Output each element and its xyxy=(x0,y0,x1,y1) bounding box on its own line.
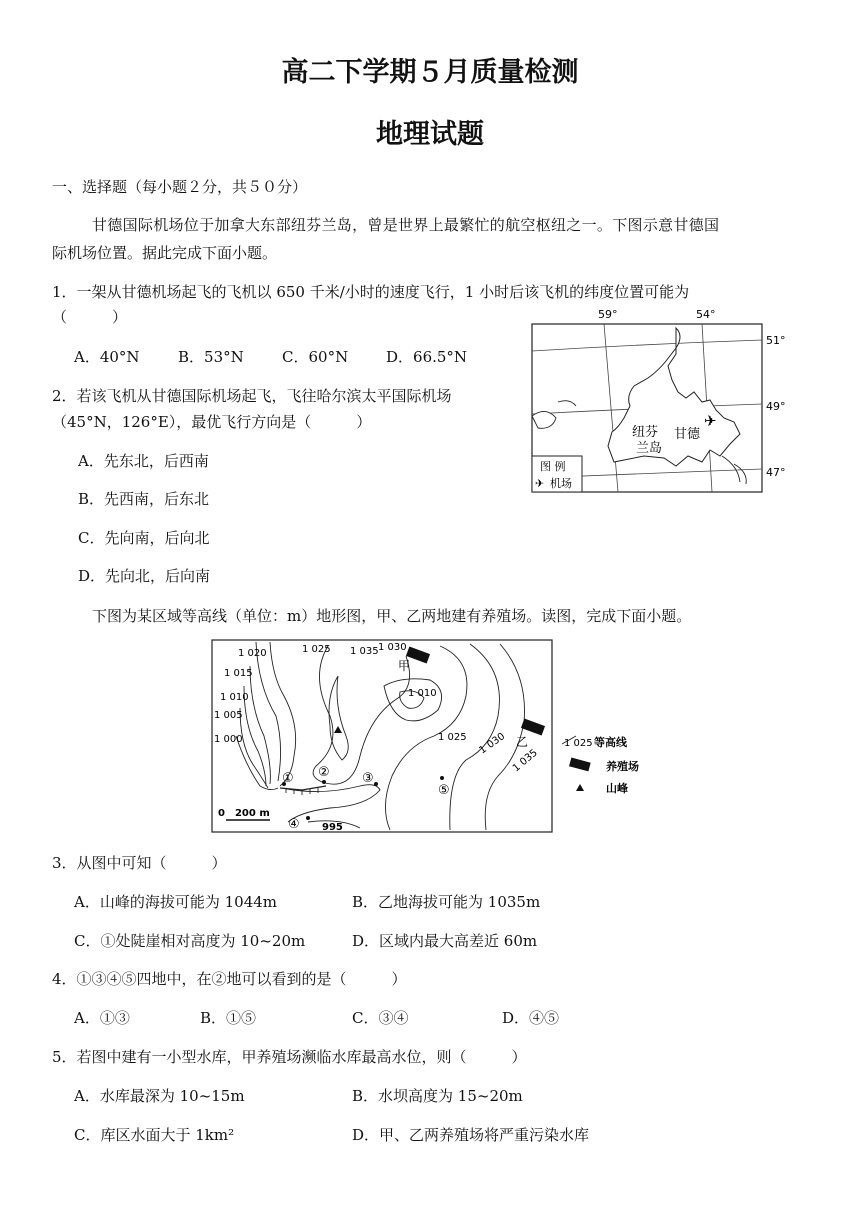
q3-option-a: A．山峰的海拔可能为 1044m xyxy=(74,893,277,911)
place-jia: 甲 xyxy=(398,659,411,673)
legend-farm-icon xyxy=(569,758,591,772)
q5-option-b: B．水坝高度为 15~20m xyxy=(352,1087,523,1105)
legend-contour: 等高线 xyxy=(594,736,627,749)
q5-option-a: A．水库最深为 10~15m xyxy=(74,1087,245,1105)
lat-label-49: 49° xyxy=(766,400,786,413)
contour-label: 1 010 xyxy=(408,688,437,699)
legend-airport-icon: ✈ xyxy=(535,477,545,490)
q2-option-c: C．先向南，后向北 xyxy=(78,529,210,547)
passage-1-line-1: 甘德国际机场位于加拿大东部纽芬兰岛，曾是世界上最繁忙的航空枢纽之一。下图示意甘德国 xyxy=(92,216,720,234)
contour-map xyxy=(210,636,660,836)
q4-option-c: C．③④ xyxy=(352,1009,409,1027)
airport-icon: ✈ xyxy=(704,412,717,430)
legend-contour-value: 1 025 xyxy=(564,738,593,749)
q1-stem-bracket: （ ） xyxy=(52,308,128,326)
contour-label: 1 010 xyxy=(220,692,249,703)
place-yi: 乙 xyxy=(516,735,529,749)
q5-option-c: C．库区水面大于 1km² xyxy=(74,1126,235,1144)
page-subtitle: 地理试题 xyxy=(376,119,484,150)
legend-peak-icon xyxy=(576,784,584,791)
q2-option-b: B．先西南，后东北 xyxy=(78,490,210,508)
contour-label: 1 035 xyxy=(510,747,540,775)
q1-option-a: A．40°N xyxy=(74,348,140,366)
marker-5: ⑤ xyxy=(438,783,450,798)
q4-option-b: B．①⑤ xyxy=(200,1009,257,1027)
q1-option-b: B．53°N xyxy=(178,348,244,366)
q1-stem: 1．一架从甘德机场起飞的飞机以 650 千米/小时的速度飞行，1 小时后该飞机的纬度位置可能为 xyxy=(52,283,690,301)
q4-option-d: D．④⑤ xyxy=(502,1009,560,1027)
legend-airport-label: 机场 xyxy=(550,477,572,490)
contour-label: 1 025 xyxy=(302,644,331,655)
lon-label-59: 59° xyxy=(598,308,618,321)
marker-3: ③ xyxy=(362,771,374,786)
contour-label: 1 030 xyxy=(477,731,508,757)
q3-stem: 3．从图中可知（ ） xyxy=(52,854,227,872)
contour-label: 1 030 xyxy=(378,642,407,653)
section-header: 一、选择题（每小题２分，共５０分） xyxy=(52,178,308,196)
marker-2: ② xyxy=(318,765,330,780)
contour-label: 1 000 xyxy=(214,734,243,745)
gander-label: 甘德 xyxy=(674,427,701,442)
legend-title: 图 例 xyxy=(540,460,566,473)
contour-label: 1 020 xyxy=(238,648,267,659)
contour-label: 995 xyxy=(322,822,343,833)
q4-option-a: A．①③ xyxy=(74,1009,130,1027)
q3-option-c: C．①处陡崖相对高度为 10~20m xyxy=(74,932,306,950)
q1-option-d: D．66.5°N xyxy=(386,348,468,366)
newfoundland-map xyxy=(526,306,796,498)
page-title: 高二下学期５月质量检测 xyxy=(281,57,579,88)
marker-1: ① xyxy=(282,771,294,786)
legend-farm: 养殖场 xyxy=(606,760,639,773)
contour-label: 1 025 xyxy=(438,732,467,743)
q4-stem: 4．①③④⑤四地中，在②地可以看到的是（ ） xyxy=(52,970,407,988)
q2-option-d: D．先向北，后向南 xyxy=(78,567,211,585)
contour-label: 1 005 xyxy=(214,710,243,721)
contour-label: 1 015 xyxy=(224,668,253,679)
legend-peak: 山峰 xyxy=(606,782,628,795)
contour-label: 1 035 xyxy=(350,646,379,657)
lon-label-54: 54° xyxy=(696,308,716,321)
q2-stem: 2．若该飞机从甘德国际机场起飞，飞往哈尔滨太平国际机场 xyxy=(52,387,452,405)
q3-option-b: B．乙地海拔可能为 1035m xyxy=(352,893,541,911)
lat-label-47: 47° xyxy=(766,466,786,479)
scale-label: 0 200 m xyxy=(218,808,270,819)
passage-2: 下图为某区域等高线（单位：m）地形图，甲、乙两地建有养殖场。读图，完成下面小题。 xyxy=(92,607,692,625)
island-label-2: 兰岛 xyxy=(636,441,663,456)
passage-1-line-2: 际机场位置。据此完成下面小题。 xyxy=(52,244,278,262)
q1-option-c: C．60°N xyxy=(282,348,349,366)
q5-option-d: D．甲、乙两养殖场将严重污染水库 xyxy=(352,1126,590,1144)
island-label-1: 纽芬 xyxy=(632,425,659,440)
q5-stem: 5．若图中建有一小型水库，甲养殖场濒临水库最高水位，则（ ） xyxy=(52,1048,527,1066)
marker-4: ④ xyxy=(288,817,300,832)
lat-label-51: 51° xyxy=(766,334,786,347)
q2-option-a: A．先东北，后西南 xyxy=(78,452,209,470)
q3-option-d: D．区域内最大高差近 60m xyxy=(352,932,538,950)
q2-stem-line-2: （45°N，126°E），最优飞行方向是（ ） xyxy=(52,413,372,431)
